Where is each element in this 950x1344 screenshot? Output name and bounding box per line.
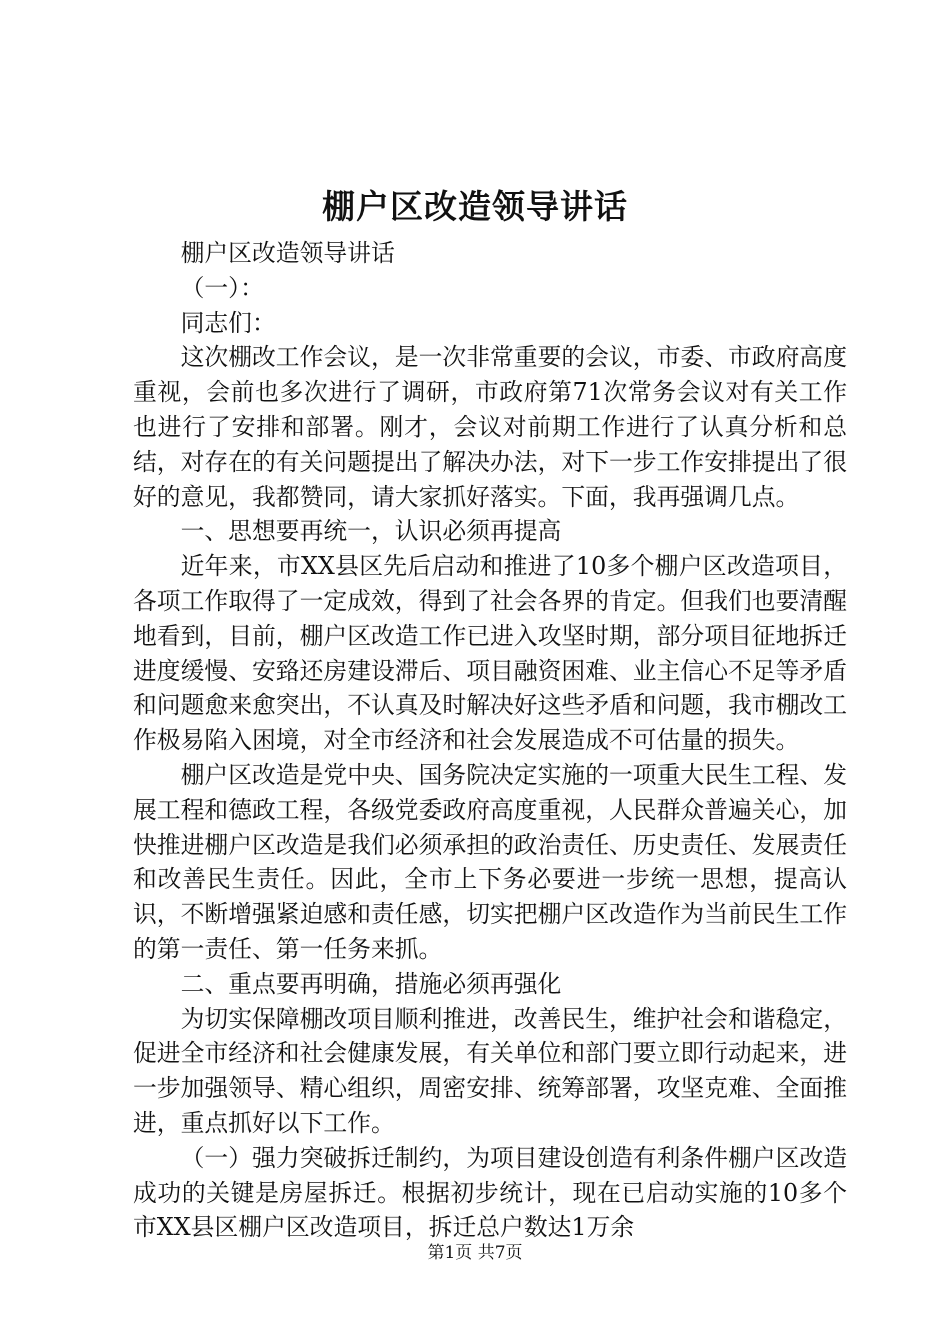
- heading-section-two: 二、重点要再明确，措施必须再强化: [180, 969, 562, 998]
- paragraph-intro: 这次棚改工作会议，是一次非常重要的会议，市委、市政府高度重视，会前也多次进行了调研，市政府第71次常务会议对有关工作也进行了安排和部署。刚才，会议对前期工作进行了认真分析和总结，对存在的有关问题提出了解决办法，对下一步工作安排提出了很好的意见，我都赞同，请大家抓好落实。下面，我再强调几点。: [133, 343, 847, 511]
- paragraph-subtitle: 棚户区改造领导讲话: [180, 239, 395, 267]
- paragraph-livelihood-project: 棚户区改造是党中央、国务院决定实施的一项重大民生工程、发展工程和德政工程，各级党委政府高度重视，人民群众普遍关心，加快推进棚户区改造是我们必须承担的政治责任、历史责任、发展责任和改善民生责任。因此，全市上下务必要进一步统一思想，提高认识，不断增强紧迫感和责任感，切实把棚户区改造作为当前民生工作的第一责任、第一任务来抓。: [133, 760, 847, 963]
- document-body: [133, 236, 847, 1245]
- paragraph-recent-years: 近年来，市XX县区先后启动和推进了10多个棚户区改造项目，各项工作取得了一定成效，得到了社会各界的肯定。但我们也要清醒地看到，目前，棚户区改造工作已进入攻坚时期，部分项目征地拆迁进度缓慢、安臵还房建设滞后、项目融资困难、业主信心不足等矛盾和问题愈来愈突出，不认真及时解决好这些矛盾和问题，我市棚改工作极易陷入困境，对全市经济和社会发展造成不可估量的损失。: [133, 552, 847, 755]
- paragraph-demolition: （一）强力突破拆迁制约，为项目建设创造有利条件棚户区改造成功的关键是房屋拆迁。根据初步统计，现在已启动实施的10多个市XX县区棚户区改造项目，拆迁总户数达1万余: [133, 1143, 847, 1242]
- document-title: 棚户区改造领导讲话: [322, 187, 628, 226]
- page-footer: 第1页 共7页: [427, 1243, 523, 1263]
- heading-section-one: 一、思想要再统一，认识必须再提高: [180, 517, 562, 546]
- paragraph-safeguard: 为切实保障棚改项目顺利推进，改善民生，维护社会和谐稳定，促进全市经济和社会健康发展，有关单位和部门要立即行动起来，进一步加强领导、精心组织，周密安排、统筹部署，攻坚克难、全面推进，重点抓好以下工作。: [133, 1004, 847, 1137]
- paragraph-salutation: 同志们：: [180, 308, 276, 337]
- paragraph-section-marker: （一）：: [180, 273, 264, 302]
